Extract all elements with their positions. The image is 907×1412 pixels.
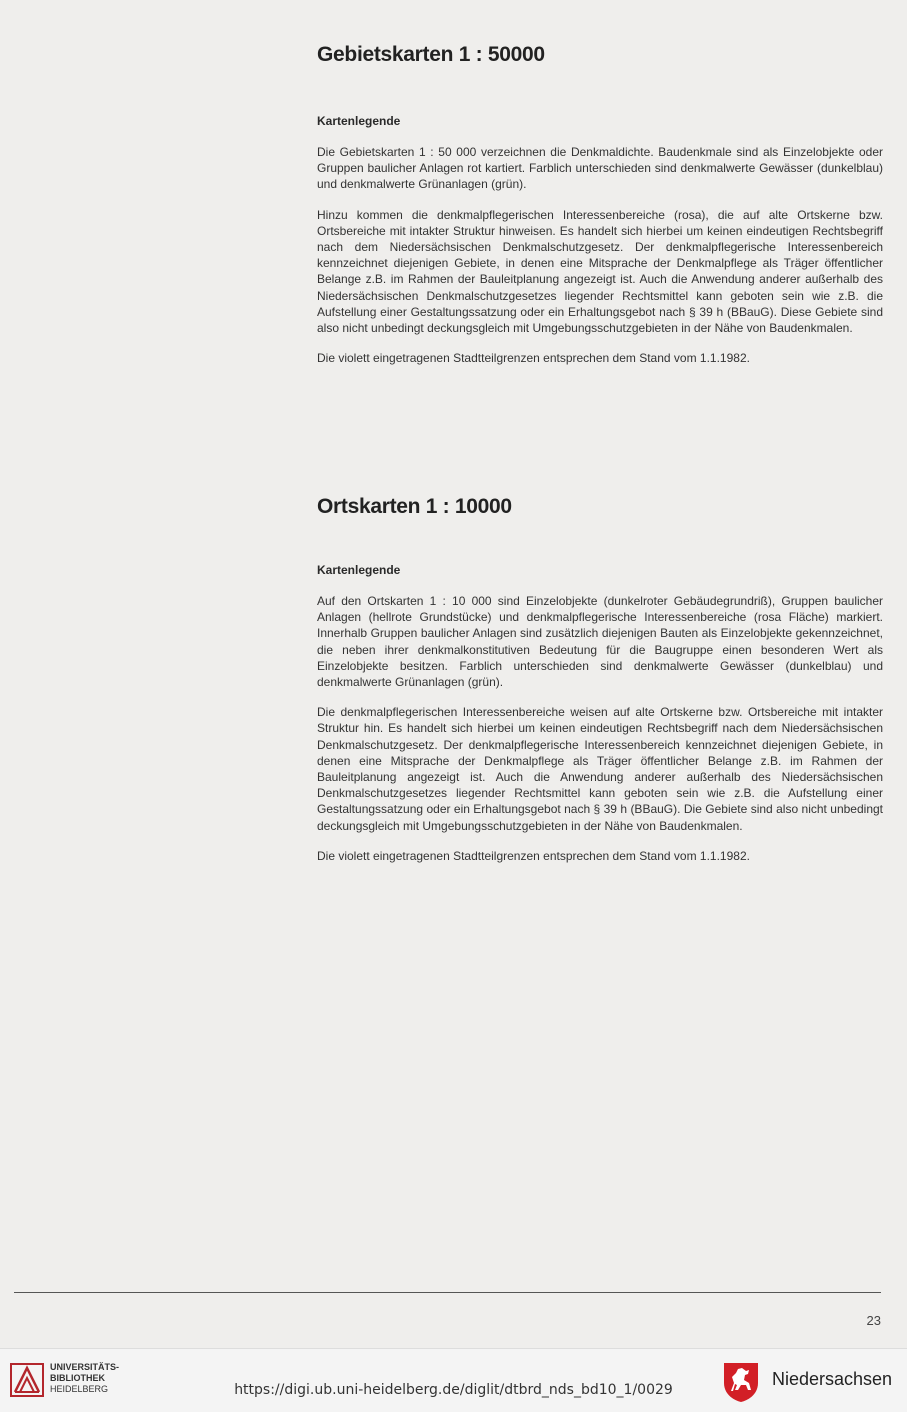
section-title: Gebietskarten 1 : 50000	[317, 43, 545, 66]
section-title: Ortskarten 1 : 10000	[317, 495, 512, 518]
body-paragraph: Die violett eingetragenen Stadtteilgrenzen entsprechen dem Stand vom 1.1.1982.	[317, 848, 750, 863]
state-name[interactable]: Niedersachsen	[772, 1369, 893, 1389]
body-paragraph: Auf den Ortskarten 1 : 10 000 sind Einzelobjekte (dunkelroter Gebäudegrundriß), Gruppen baulicher Anlagen (hellrote Grundstücke) und denkmalpflegerische Interessenbereiche (rosa Fläche) markiert. Innerhalb Gruppen baulicher Anlagen sind zusätzlich diejenigen Bauten als Einzelobjekte gekennzeichnet, die neben ihrer denkmalkonstitutiven Bedeutung für die Baugruppe einen besonderen Wert als Einzelobjekte besitzen. Farblich unterschieden sind denkmalwerte Gewässer (dunkelblau) und denkmalwerte Grünanlagen (grün).	[317, 594, 883, 690]
viewer-footer	[0, 1348, 907, 1412]
niedersachsen-horse-crest-icon[interactable]	[722, 1361, 760, 1403]
legend-heading: Kartenlegende	[317, 563, 401, 577]
body-paragraph: Hinzu kommen die denkmalpflegerischen Interessenbereiche (rosa), die auf alte Ortskerne bzw. Ortsbereiche mit intakter Struktur hinweisen. Es handelt sich hierbei um keinen eindeutigen Rechtsbegriff nach dem Niedersächsischen Denkmalschutzgesetz. Der denkmalpflegerische Interessenbereich kennzeichnet diejenigen Gebiete, in denen eine Mitsprache der Denkmalpflege als Träger öffentlicher Belange z.B. im Rahmen der Bauleitplanung angezeigt ist. Auch die Anwendung anderer außerhalb des Niedersächsischen Denkmalschutzgesetzes liegender Rechtsmittel kann geboten sein wie z.B. die Aufstellung einer Gestaltungssatzung oder ein Erhaltungsgebot nach § 39 h (BBauG). Diese Gebiete sind also nicht unbedingt deckungsgleich mit Umgebungsschutzgebieten in der Nähe von Baudenkmalen.	[317, 207, 883, 336]
section-body	[317, 593, 883, 864]
section-gebietskarten	[317, 42, 883, 380]
page-number: 23	[866, 1313, 881, 1328]
library-name-line: HEIDELBERG	[50, 1384, 109, 1394]
library-name-line: BIBLIOTHEK	[50, 1373, 105, 1383]
library-name-line: UNIVERSITÄTS-	[50, 1362, 120, 1372]
permalink-url[interactable]: https://digi.ub.uni-heidelberg.de/diglit/dtbrd_nds_bd10_1/0029	[234, 1382, 673, 1398]
legend-heading: Kartenlegende	[317, 114, 401, 128]
body-paragraph: Die denkmalpflegerischen Interessenbereiche weisen auf alte Ortskerne bzw. Ortsbereiche mit intakter Struktur hin. Es handelt sich hierbei um keinen eindeutigen Rechtsbegriff nach dem Niedersächsischen Denkmalschutzgesetz. Der denkmalpflegerische Interessenbereich kennzeichnet diejenigen Gebiete, in denen eine Mitsprache der Denkmalpflege als Träger öffentlicher Belange z.B. im Rahmen der Bauleitplanung angezeigt ist. Auch die Anwendung anderer außerhalb des Niedersächsischen Denkmalschutzgesetzes liegender Rechtsmittel kann geboten sein wie z.B. die Aufstellung einer Gestaltungssatzung oder ein Erhaltungsgebot nach § 39 h (BBauG). Die Gebiete sind also nicht unbedingt deckungsgleich mit Umgebungsschutzgebieten in der Nähe von Baudenkmalen.	[317, 705, 883, 833]
body-paragraph: Die Gebietskarten 1 : 50 000 verzeichnen die Denkmaldichte. Baudenkmale sind als Einzelobjekte oder Gruppen baulicher Anlagen rot kartiert. Farblich unterschieden sind denkmalwerte Gewässer (dunkelblau) und denkmalwerte Grünanlagen (grün).	[317, 145, 883, 192]
footer-rule	[14, 1292, 881, 1293]
section-body	[317, 144, 883, 366]
section-ortskarten	[317, 494, 883, 878]
body-paragraph: Die violett eingetragenen Stadtteilgrenzen entsprechen dem Stand vom 1.1.1982.	[317, 351, 750, 366]
